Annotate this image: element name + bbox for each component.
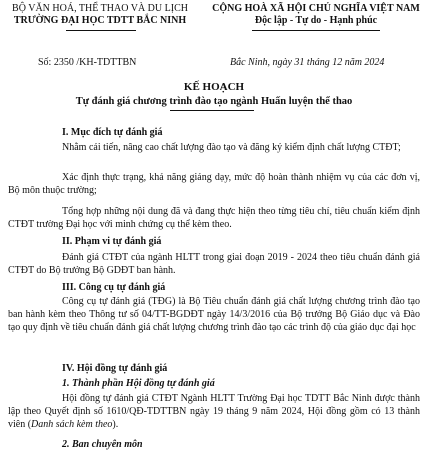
motto: Độc lập - Tự do - Hạnh phúc bbox=[254, 15, 378, 26]
section-heading: III. Công cụ tự đánh giá bbox=[62, 282, 166, 293]
paragraph: Nhằm cải tiến, nâng cao chất lượng đào tạo và đăng ký kiểm định chất lượng CTĐT; bbox=[62, 142, 401, 153]
document-number-value: 2350 bbox=[53, 57, 74, 68]
document-number-label: Số: bbox=[38, 57, 52, 68]
document-subtitle: Tự đánh giá chương trình đào tạo ngành Huấn luyện thể thao bbox=[75, 96, 353, 107]
document-date: Bắc Ninh, ngày 31 tháng 12 năm 2024 bbox=[230, 57, 385, 68]
paragraph-italic-text: Danh sách kèm theo bbox=[31, 419, 113, 430]
subsection-heading: 2. Ban chuyên môn bbox=[62, 439, 143, 450]
right-header-underline bbox=[252, 30, 380, 31]
paragraph bbox=[8, 392, 420, 431]
paragraph: Đánh giá CTĐT của ngành HLTT trong giai đoạn 2019 - 2024 theo tiêu chuẩn đánh giá CTĐT do Bộ trưởng Bộ GDĐT ban hành. bbox=[8, 252, 420, 276]
left-header-underline bbox=[66, 30, 136, 31]
subsection-heading: 1. Thành phần Hội đồng tự đánh giá bbox=[62, 378, 215, 389]
paragraph: Tổng hợp những nội dung đã và đang thực hiện theo từng tiêu chí, tiêu chuẩn kiểm định CTĐT trường Đại học với minh chứng cụ thể kèm theo. bbox=[8, 206, 420, 230]
country-name: CỘNG HOÀ XÃ HỘI CHỦ NGHĨA VIỆT NAM bbox=[212, 3, 420, 14]
document-number-suffix: /KH-TDTTBN bbox=[76, 57, 137, 68]
document-title: KẾ HOẠCH bbox=[183, 81, 245, 93]
paragraph-text: Hội đồng tự đánh giá CTĐT Ngành HLTT Trường Đại học TDTT Bắc Ninh được thành lập theo Quyết định số 1610/QĐ-TDTTBN ngày 19 tháng 9 năm 2024, Hội đồng gồm có 13 thành viên ( bbox=[8, 393, 420, 430]
university-name: TRƯỜNG ĐẠI HỌC TDTT BẮC NINH bbox=[13, 15, 187, 26]
section-heading: II. Phạm vi tự đánh giá bbox=[62, 236, 162, 247]
ministry-name: BỘ VĂN HOÁ, THỂ THAO VÀ DU LỊCH bbox=[12, 3, 188, 14]
title-underline bbox=[170, 110, 254, 111]
paragraph-end-text: ). bbox=[112, 419, 119, 430]
document-number bbox=[38, 57, 136, 69]
paragraph: Công cụ tự đánh giá (TĐG) là Bộ Tiêu chuẩn đánh giá chất lượng chương trình đào tạo ban hành kèm theo Thông tư số 04/TT-BGDĐT ngày 14/3/2016 của Bộ trưởng Bộ Giáo dục và Đào tạo quy định về tiêu chuẩn đánh giá chất lượng chương trình đào tạo các trình độ của giáo dục đại học bbox=[8, 296, 420, 333]
paragraph: Xác định thực trạng, khả năng giảng dạy, mức độ hoàn thành nhiệm vụ của các đơn vị, Bộ môn thuộc trường; bbox=[8, 172, 420, 196]
section-heading: I. Mục đích tự đánh giá bbox=[62, 127, 163, 138]
section-heading: IV. Hội đồng tự đánh giá bbox=[62, 363, 168, 374]
